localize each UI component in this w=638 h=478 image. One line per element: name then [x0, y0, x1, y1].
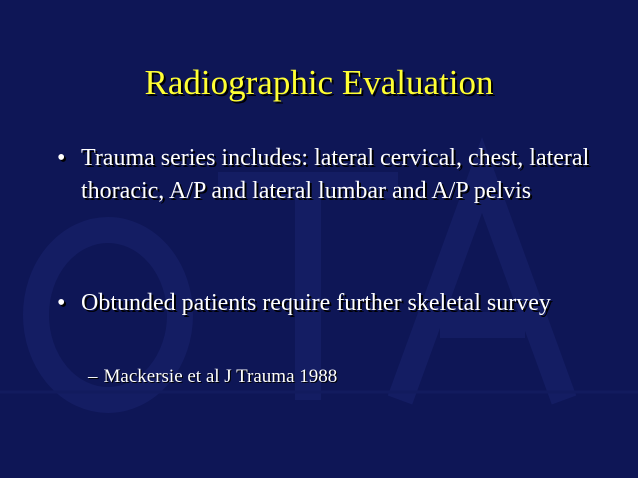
bullet-text: Obtunded patients require further skeletal survey [81, 290, 551, 316]
sub-bullet-item [88, 364, 337, 390]
bullet-marker: • [57, 290, 66, 316]
sub-bullet-text: Mackersie et al J Trauma 1988 [103, 366, 338, 387]
sub-bullet-marker: – [88, 366, 98, 387]
bullet-marker: • [57, 145, 66, 171]
bullet-text: Trauma series includes: lateral cervical, chest, lateral thoracic, A/P and lateral lumbar and A/P pelvis [81, 145, 590, 204]
slide-title: Radiographic Evaluation [144, 63, 494, 102]
